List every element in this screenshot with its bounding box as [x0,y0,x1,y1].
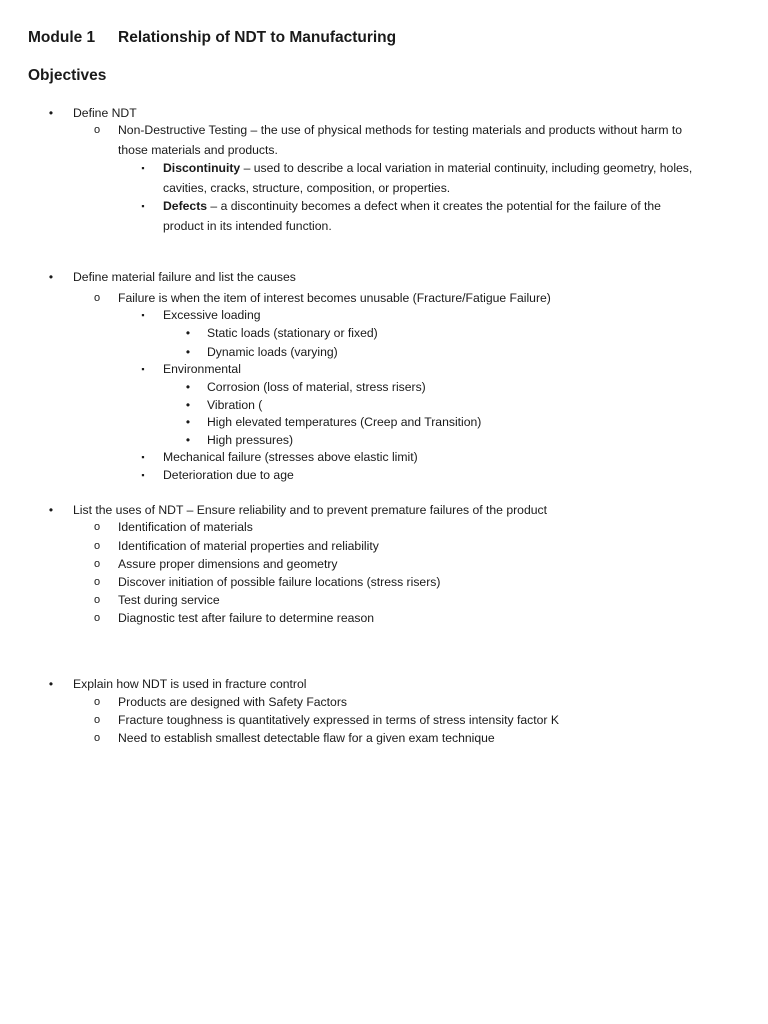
sub-bullet-marker: o [93,732,101,744]
bullet-marker: • [185,380,191,394]
sub-bullet-marker: o [93,292,101,304]
use-item: Identification of material properties and reliability [118,539,379,553]
sub-bullet-marker: o [93,576,101,588]
ndt-definition-line1 [118,121,682,140]
defects-definition: – a discontinuity becomes a defect when it creates the potential for the failure of the [207,199,661,213]
module-title: Relationship of NDT to Manufacturing [118,29,397,46]
square-bullet-marker: ▪ [141,452,145,462]
square-bullet-marker: ▪ [141,310,145,320]
discontinuity-line2: cavities, cracks, structure, composition, or properties. [163,181,451,195]
discontinuity-definition: – used to describe a local variation in material continuity, including geometry, holes, [240,161,693,175]
use-item: Discover initiation of possible failure locations (stress risers) [118,575,441,589]
bullet-marker: • [185,345,191,359]
ndt-term: Non-Destructive Testing [118,123,248,137]
discontinuity-term: Discontinuity [163,161,241,175]
cause-deterioration: Deterioration due to age [163,468,294,482]
module-heading [28,29,396,47]
bullet-marker: • [48,503,54,517]
square-bullet-marker: ▪ [141,163,145,173]
fracture-item: Fracture toughness is quantitatively expressed in terms of stress intensity factor K [118,713,559,727]
bullet-marker: • [48,270,54,284]
square-bullet-marker: ▪ [141,201,145,211]
square-bullet-marker: ▪ [141,364,145,374]
fracture-item: Need to establish smallest detectable flaw for a given exam technique [118,731,495,745]
defects-line1 [163,197,661,216]
ndt-definition-text: – the use of physical methods for testing materials and products without harm to [247,123,683,137]
use-item: Diagnostic test after failure to determine reason [118,611,375,625]
objectives-heading: Objectives [28,67,107,84]
dynamic-loads: Dynamic loads (varying) [207,345,338,359]
objective-material-failure: Define material failure and list the causes [73,270,296,284]
corrosion: Corrosion (loss of material, stress risers) [207,380,426,394]
bullet-marker: • [185,398,191,412]
objective-uses-of-ndt: List the uses of NDT – Ensure reliability and to prevent premature failures of the product [73,503,547,517]
cause-mechanical-failure: Mechanical failure (stresses above elastic limit) [163,450,418,464]
failure-definition: Failure is when the item of interest becomes unusable (Fracture/Fatigue Failure) [118,291,551,305]
discontinuity-line1 [163,159,692,178]
cause-excessive-loading: Excessive loading [163,308,261,322]
sub-bullet-marker: o [93,714,101,726]
bullet-marker: • [185,326,191,340]
sub-bullet-marker: o [93,558,101,570]
use-item: Test during service [118,593,220,607]
high-pressures: High pressures) [207,433,294,447]
square-bullet-marker: ▪ [141,470,145,480]
fracture-item: Products are designed with Safety Factors [118,695,347,709]
objective-fracture-control: Explain how NDT is used in fracture control [73,677,307,691]
use-item: Assure proper dimensions and geometry [118,557,338,571]
bullet-marker: • [185,415,191,429]
use-item: Identification of materials [118,520,253,534]
sub-bullet-marker: o [93,540,101,552]
defects-term: Defects [163,199,208,213]
vibration: Vibration ( [207,398,263,412]
ndt-definition-line2: those materials and products. [118,143,278,157]
cause-environmental: Environmental [163,362,241,376]
sub-bullet-marker: o [93,521,101,533]
objective-define-ndt: Define NDT [73,106,137,120]
bullet-marker: • [48,106,54,120]
sub-bullet-marker: o [93,594,101,606]
high-temperatures: High elevated temperatures (Creep and Transition) [207,415,482,429]
bullet-marker: • [185,433,191,447]
defects-line2: product in its intended function. [163,219,332,233]
sub-bullet-marker: o [93,696,101,708]
sub-bullet-marker: o [93,124,101,136]
module-number: Module 1 [28,29,96,46]
bullet-marker: • [48,677,54,691]
static-loads: Static loads (stationary or fixed) [207,326,378,340]
sub-bullet-marker: o [93,612,101,624]
